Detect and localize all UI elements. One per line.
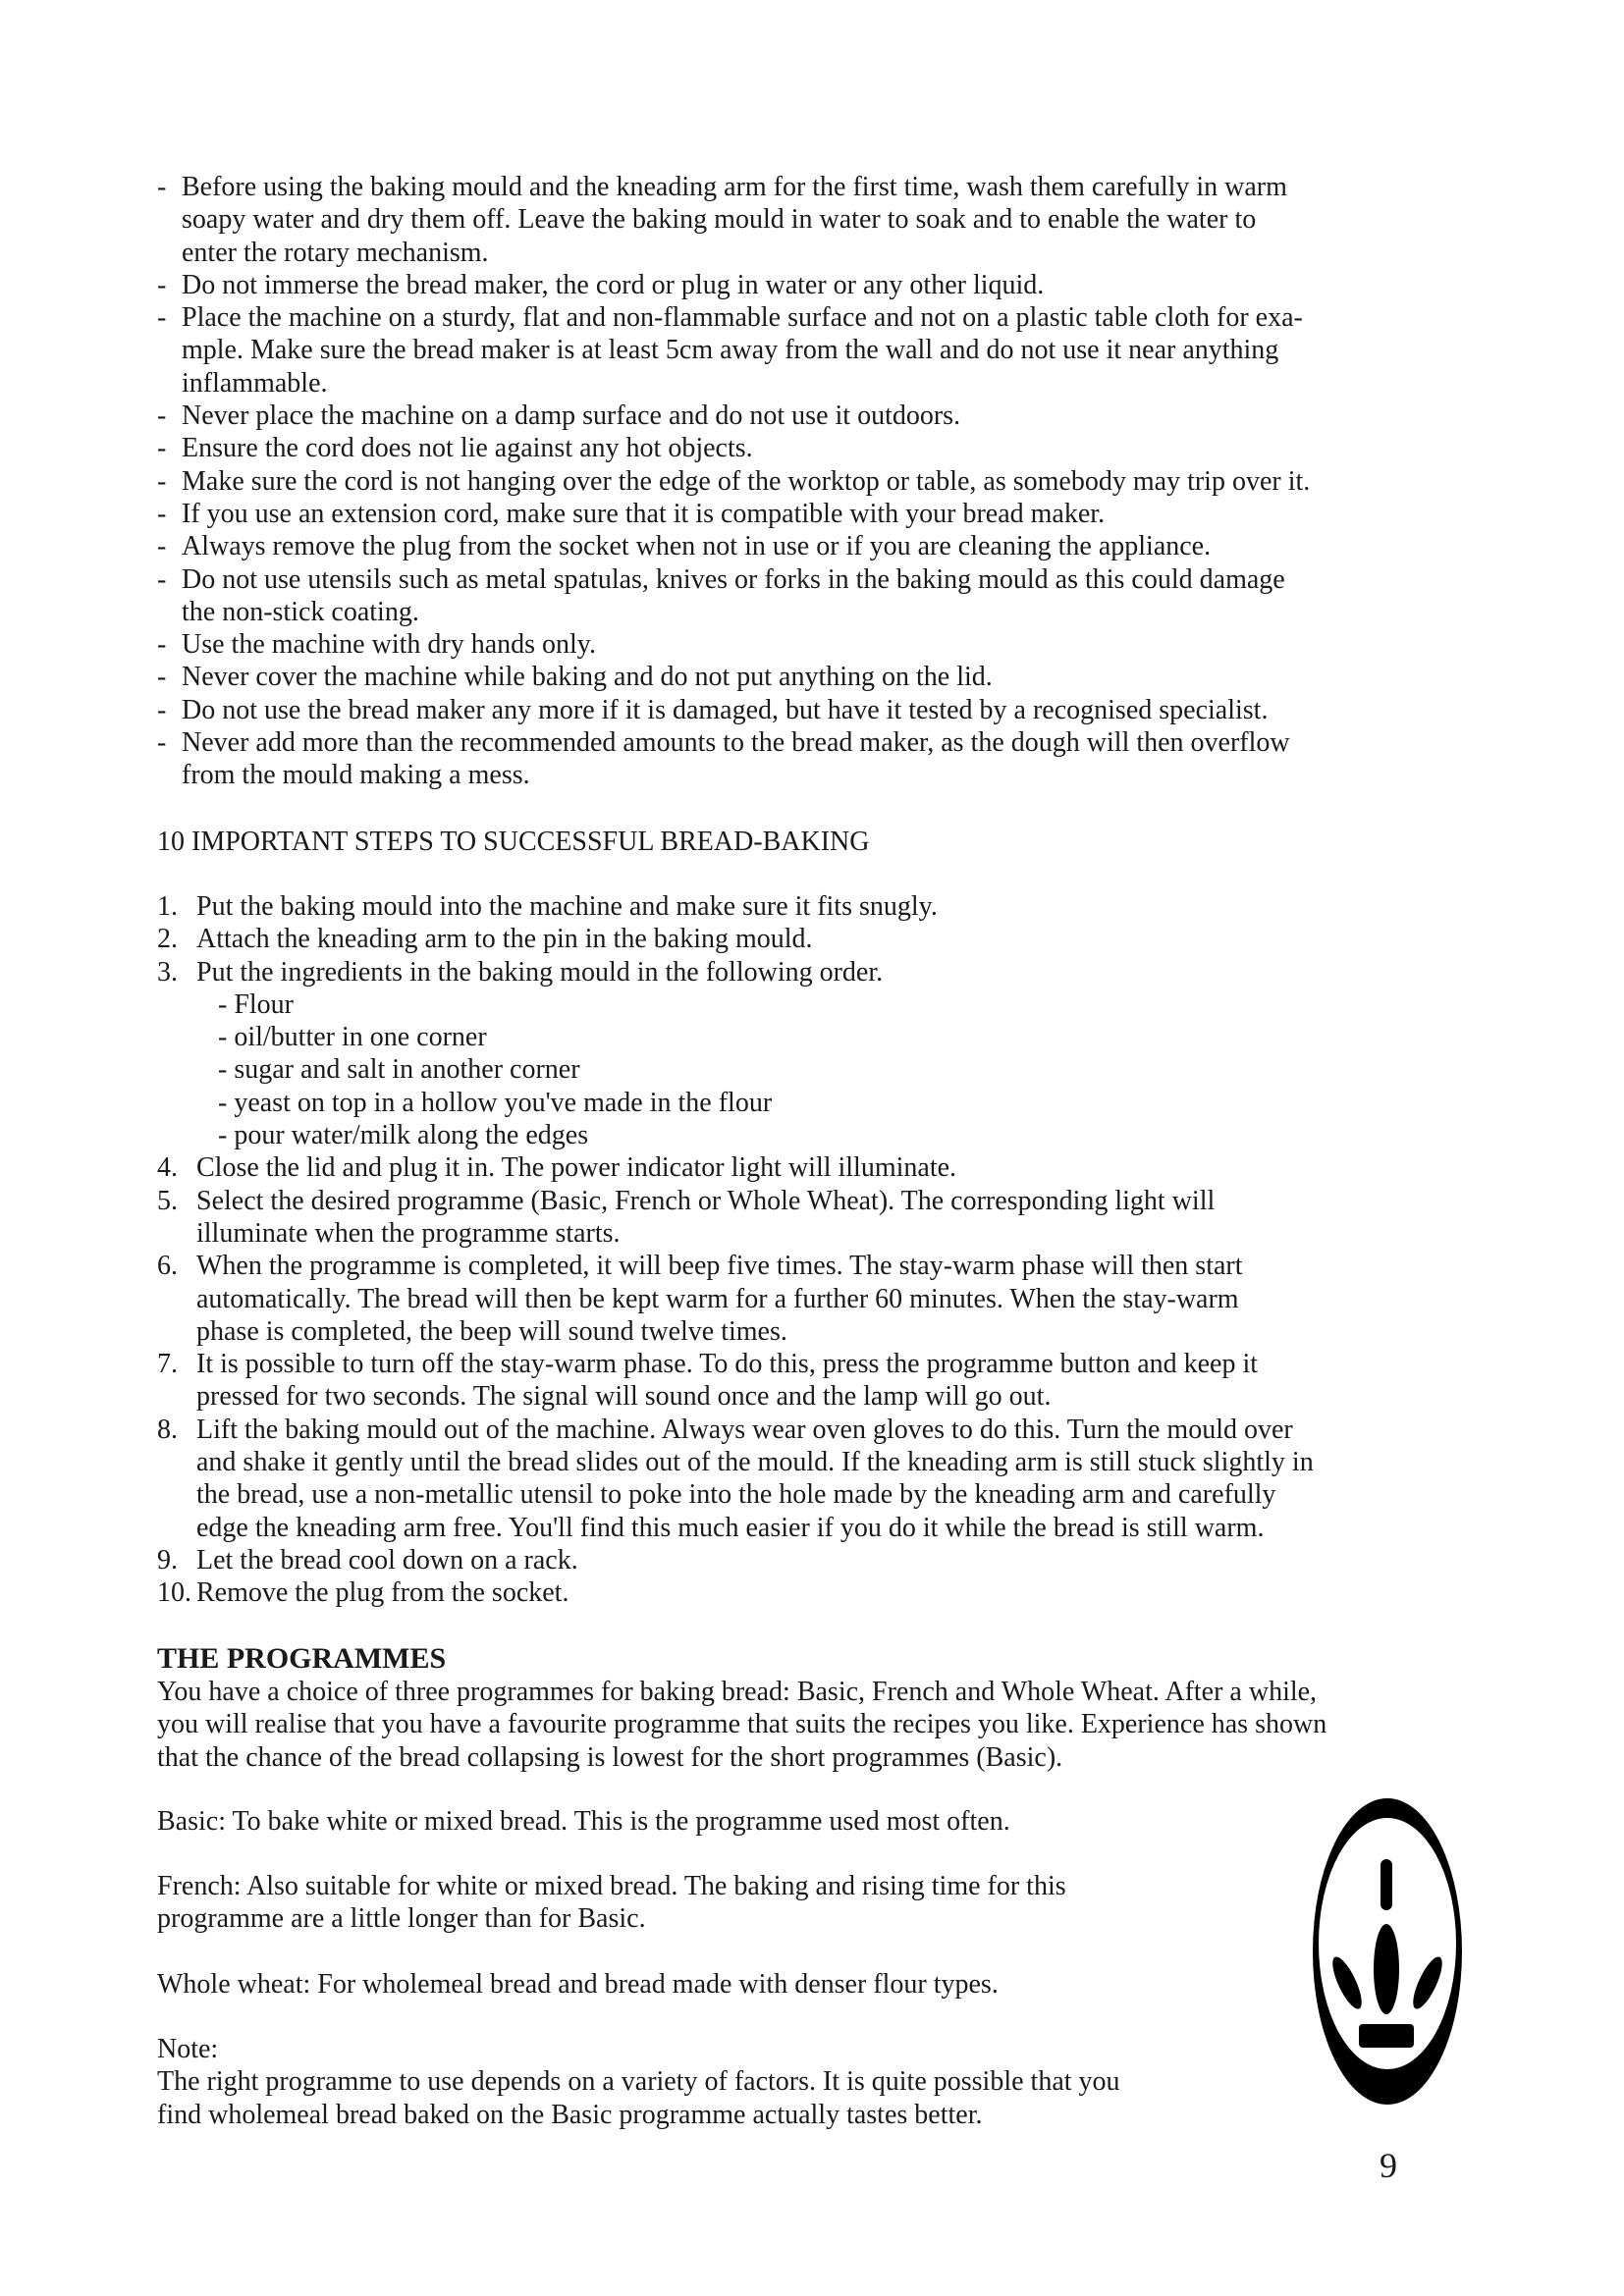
- line-text: Whole wheat: For wholemeal bread and bread made with denser flour types.: [157, 1969, 999, 2000]
- step-line: [0, 1283, 1624, 1315]
- safety-item-line: [0, 237, 1624, 269]
- line-text: edge the kneading arm free. You'll find this much easier if you do it while the bread is still warm.: [196, 1512, 1265, 1543]
- steps-heading-block: [0, 826, 1624, 858]
- line-text: and shake it gently until the bread slides out of the mould. If the kneading arm is still stuck slightly in: [196, 1447, 1314, 1478]
- list-marker: -: [157, 694, 167, 725]
- list-marker: -: [157, 662, 167, 693]
- line-text: programme are a little longer than for Basic.: [157, 1903, 646, 1935]
- list-marker: -: [157, 465, 167, 497]
- line-text: Lift the baking mould out of the machine. Always wear oven gloves to do this. Turn the mould over: [196, 1414, 1293, 1445]
- safety-instructions: [0, 171, 1624, 792]
- step-line: [0, 923, 1624, 955]
- ingredient-line: [0, 1053, 1624, 1086]
- list-marker: -: [157, 531, 167, 562]
- line-text: - Flour: [218, 988, 294, 1020]
- step-line: [0, 1217, 1624, 1250]
- list-marker: 1.: [157, 891, 178, 922]
- step-line: [0, 1151, 1624, 1184]
- whole-wheat-programme-icon: [1309, 1794, 1466, 2116]
- line-text: It is possible to turn off the stay-warm phase. To do this, press the programme button and keep it: [196, 1349, 1259, 1380]
- line-text: pressed for two seconds. The signal will sound once and the lamp will go out.: [196, 1381, 1052, 1413]
- line-text: phase is completed, the beep will sound twelve times.: [196, 1315, 787, 1347]
- list-marker: 5.: [157, 1185, 178, 1216]
- line-text: Never cover the machine while baking and do not put anything on the lid.: [182, 662, 993, 693]
- line-text: the bread, use a non-metallic utensil to poke into the hole made by the kneading arm and carefully: [196, 1479, 1276, 1511]
- line-text: Basic: To bake white or mixed bread. This is the programme used most often.: [157, 1806, 1010, 1837]
- safety-item-line: [0, 726, 1624, 759]
- line-text: Never place the machine on a damp surface and do not use it outdoors.: [182, 400, 961, 432]
- safety-item-line: [0, 269, 1624, 301]
- safety-item-line: [0, 465, 1624, 498]
- paragraph-line: [0, 1708, 1624, 1740]
- line-text: Do not use the bread maker any more if it is damaged, but have it tested by a recognised specialist.: [182, 694, 1269, 725]
- ingredient-line: [0, 1021, 1624, 1053]
- safety-item-line: [0, 171, 1624, 203]
- step-line: [0, 1250, 1624, 1282]
- step-line: [0, 1380, 1624, 1413]
- line-text: - oil/butter in one corner: [218, 1022, 487, 1053]
- paragraph-line: [0, 1676, 1624, 1708]
- list-marker: 4.: [157, 1152, 178, 1184]
- list-marker: -: [157, 629, 167, 661]
- ingredient-line: [0, 1119, 1624, 1151]
- line-text: the non-stick coating.: [182, 596, 419, 627]
- line-text: Do not use utensils such as metal spatulas, knives or forks in the baking mould as this could damage: [182, 563, 1285, 595]
- steps-list: [0, 890, 1624, 1610]
- list-marker: 10.: [157, 1577, 191, 1609]
- line-text: Before using the baking mould and the kneading arm for the first time, wash them carefully in warm: [182, 172, 1287, 202]
- line-text: enter the rotary mechanism.: [182, 237, 489, 268]
- line-text: inflammable.: [182, 367, 328, 399]
- line-text: Remove the plug from the socket.: [196, 1577, 569, 1609]
- step-line: [0, 1185, 1624, 1217]
- list-marker: -: [157, 563, 167, 595]
- steps-heading: 10 IMPORTANT STEPS TO SUCCESSFUL BREAD-BAKING: [157, 827, 870, 857]
- list-marker: 3.: [157, 956, 178, 988]
- line-text: from the mould making a mess.: [182, 760, 530, 791]
- list-marker: -: [157, 498, 167, 529]
- step-line: [0, 1544, 1624, 1576]
- safety-item-line: [0, 596, 1624, 628]
- line-text: - sugar and salt in another corner: [218, 1054, 580, 1086]
- line-text: mple. Make sure the bread maker is at least 5cm away from the wall and do not use it near anything: [182, 335, 1279, 366]
- list-marker: 6.: [157, 1251, 178, 1282]
- list-marker: 2.: [157, 924, 178, 955]
- page-number: 9: [1380, 2146, 1397, 2185]
- step-line: [0, 1446, 1624, 1478]
- step-line: [0, 1348, 1624, 1380]
- programmes-heading: THE PROGRAMMES: [157, 1642, 447, 1675]
- line-text: automatically. The bread will then be kept warm for a further 60 minutes. When the stay-warm: [196, 1283, 1239, 1314]
- line-text: soapy water and dry them off. Leave the baking mould in water to soak and to enable the water to: [182, 204, 1257, 236]
- line-text: illuminate when the programme starts.: [196, 1217, 621, 1249]
- list-marker: -: [157, 172, 167, 202]
- line-text: The right programme to use depends on a variety of factors. It is quite possible that you: [157, 2066, 1120, 2098]
- safety-item-line: [0, 661, 1624, 693]
- step-line: [0, 890, 1624, 923]
- paragraph-line: [0, 1741, 1624, 1774]
- programmes-intro: [0, 1676, 1624, 1774]
- line-text: Put the baking mould into the machine and make sure it fits snugly.: [196, 891, 938, 922]
- step-line: [0, 1478, 1624, 1511]
- list-marker: 7.: [157, 1349, 178, 1380]
- list-marker: -: [157, 269, 167, 300]
- step-line: [0, 1512, 1624, 1544]
- step-line: [0, 1414, 1624, 1446]
- ingredient-line: [0, 1087, 1624, 1119]
- step-line: [0, 956, 1624, 988]
- safety-item-line: [0, 400, 1624, 432]
- line-text: You have a choice of three programmes for baking bread: Basic, French and Whole Wheat. After a while,: [157, 1677, 1318, 1707]
- line-text: - yeast on top in a hollow you've made in the flour: [218, 1087, 773, 1118]
- step-line: [0, 1315, 1624, 1348]
- line-text: that the chance of the bread collapsing is lowest for the short programmes (Basic).: [157, 1741, 1063, 1773]
- list-marker: -: [157, 433, 167, 464]
- line-text: Select the desired programme (Basic, French or Whole Wheat). The corresponding light will: [196, 1185, 1216, 1216]
- ingredient-line: [0, 988, 1624, 1021]
- safety-item-line: [0, 694, 1624, 726]
- line-text: Note:: [157, 2034, 219, 2064]
- line-text: - pour water/milk along the edges: [218, 1120, 589, 1151]
- line-text: Attach the kneading arm to the pin in the baking mould.: [196, 924, 813, 955]
- line-text: If you use an extension cord, make sure that it is compatible with your bread maker.: [182, 498, 1106, 529]
- line-text: Make sure the cord is not hanging over the edge of the worktop or table, as somebody may trip over it.: [182, 465, 1311, 497]
- list-marker: 9.: [157, 1544, 178, 1575]
- safety-item-line: [0, 759, 1624, 791]
- line-text: find wholemeal bread baked on the Basic programme actually tastes better.: [157, 2099, 983, 2130]
- safety-item-line: [0, 628, 1624, 661]
- line-text: Never add more than the recommended amounts to the bread maker, as the dough will then overflow: [182, 727, 1290, 759]
- line-text: Put the ingredients in the baking mould in the following order.: [196, 956, 884, 988]
- line-text: French: Also suitable for white or mixed bread. The baking and rising time for this: [157, 1871, 1066, 1901]
- list-marker: -: [157, 302, 167, 334]
- line-text: When the programme is completed, it will beep five times. The stay-warm phase will then start: [196, 1251, 1243, 1282]
- safety-item-line: [0, 203, 1624, 236]
- safety-item-line: [0, 301, 1624, 334]
- safety-item-line: [0, 498, 1624, 530]
- safety-item-line: [0, 530, 1624, 562]
- line-text: Use the machine with dry hands only.: [182, 629, 596, 661]
- line-text: Ensure the cord does not lie against any hot objects.: [182, 433, 753, 464]
- line-text: Always remove the plug from the socket when not in use or if you are cleaning the appliance.: [182, 531, 1212, 562]
- line-text: Close the lid and plug it in. The power indicator light will illuminate.: [196, 1152, 957, 1184]
- line-text: you will realise that you have a favourite programme that suits the recipes you like. Experience has shown: [157, 1709, 1327, 1740]
- safety-item-line: [0, 367, 1624, 400]
- line-text: Do not immerse the bread maker, the cord or plug in water or any other liquid.: [182, 269, 1045, 300]
- line-text: Place the machine on a sturdy, flat and non-flammable surface and not on a plastic table cloth for exa-: [182, 302, 1303, 334]
- step-line: [0, 1576, 1624, 1609]
- safety-item-line: [0, 563, 1624, 596]
- safety-item-line: [0, 432, 1624, 464]
- list-marker: -: [157, 727, 167, 759]
- list-marker: 8.: [157, 1414, 178, 1445]
- safety-item-line: [0, 334, 1624, 366]
- list-marker: -: [157, 400, 167, 432]
- line-text: Let the bread cool down on a rack.: [196, 1544, 578, 1575]
